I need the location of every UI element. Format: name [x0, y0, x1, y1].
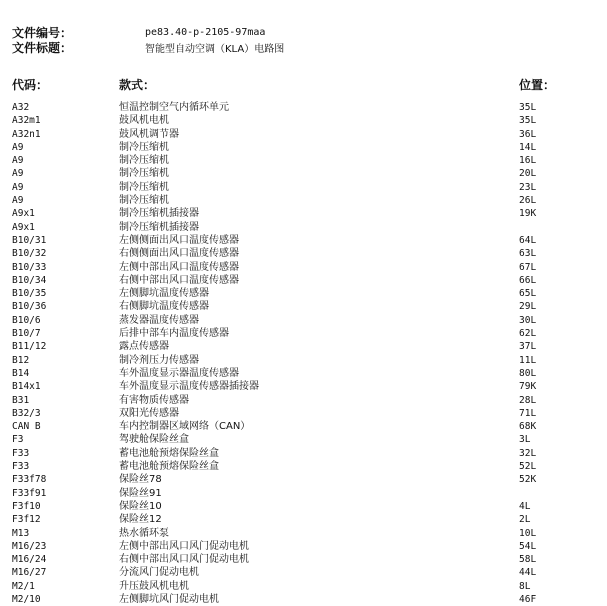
component-name: 制冷剂压力传感器 — [119, 354, 199, 366]
component-name: 鼓风机调节器 — [119, 128, 179, 140]
component-name: 驾驶舱保险丝盒 — [119, 434, 189, 446]
component-code: M2/1 — [12, 580, 35, 592]
component-name: 蓄电池舱预熔保险丝盒 — [119, 447, 219, 459]
list-item — [12, 340, 602, 353]
component-name: 制冷压缩机 — [119, 155, 169, 167]
component-code: B10/31 — [12, 234, 47, 246]
doc-title-row — [12, 40, 602, 55]
component-position: 68K — [519, 421, 537, 433]
component-code: A9x1 — [12, 208, 35, 220]
component-name: 保险丝12 — [119, 514, 162, 526]
component-position: 71L — [519, 407, 537, 419]
component-code: A9 — [12, 155, 24, 167]
component-code: A32 — [12, 102, 30, 113]
component-code: M13 — [12, 527, 30, 539]
component-position: 29L — [519, 301, 537, 313]
component-code: CAN B — [12, 421, 41, 433]
component-position: 36L — [519, 128, 537, 140]
component-code: B10/7 — [12, 328, 41, 340]
component-position: 23L — [519, 181, 537, 193]
component-name: 左侧脚坑风门促动电机 — [119, 593, 219, 605]
component-code: F3f10 — [12, 500, 41, 512]
list-item — [12, 314, 602, 327]
list-item — [12, 380, 602, 393]
component-code: F33 — [12, 461, 30, 473]
component-position: 4L — [519, 500, 531, 512]
component-position: 14L — [519, 141, 537, 153]
component-name: 有害物质传感器 — [119, 394, 189, 406]
component-code: A9 — [12, 168, 24, 180]
component-code: B10/33 — [12, 261, 47, 273]
list-item — [12, 181, 602, 194]
component-position: 46F — [519, 593, 537, 605]
component-position: 62L — [519, 328, 537, 340]
component-name: 制冷压缩机 — [119, 195, 169, 207]
list-item — [12, 141, 602, 154]
component-code: A32n1 — [12, 128, 41, 140]
component-position: 30L — [519, 314, 537, 326]
component-code: B10/6 — [12, 314, 41, 326]
list-item — [12, 207, 602, 220]
component-position: 64L — [519, 234, 537, 246]
list-item — [12, 247, 602, 260]
list-item — [12, 114, 602, 127]
component-position: 3L — [519, 434, 531, 446]
list-item — [12, 540, 602, 553]
list-item — [12, 300, 602, 313]
column-header-position: 位置： — [519, 78, 556, 92]
list-item — [12, 513, 602, 526]
component-position: 35L — [519, 102, 537, 113]
component-name: 左侧中部出风口温度传感器 — [119, 261, 239, 273]
list-item — [12, 433, 602, 446]
component-position: 16L — [519, 155, 537, 167]
list-item — [12, 101, 602, 114]
list-item — [12, 580, 602, 593]
component-position: 28L — [519, 394, 537, 406]
component-code: B14x1 — [12, 381, 41, 393]
component-code: A9 — [12, 141, 24, 153]
component-code: A9 — [12, 195, 24, 207]
doc-number-row — [12, 25, 602, 40]
component-name: 保险丝91 — [119, 487, 162, 499]
list-item — [12, 261, 602, 274]
component-code: B11/12 — [12, 341, 47, 353]
component-position: 65L — [519, 288, 537, 300]
list-item — [12, 487, 602, 500]
list-item — [12, 593, 602, 606]
component-name: 制冷压缩机 — [119, 141, 169, 153]
component-name: 制冷压缩机插接器 — [119, 221, 199, 233]
component-code: M2/10 — [12, 593, 41, 605]
component-position: 26L — [519, 195, 537, 207]
list-item — [12, 234, 602, 247]
component-code: F33f91 — [12, 487, 47, 499]
component-position: 66L — [519, 274, 537, 286]
component-code: F3f12 — [12, 514, 41, 526]
list-item — [12, 367, 602, 380]
column-headers — [12, 76, 602, 91]
component-position: 80L — [519, 367, 537, 379]
component-position: 79K — [519, 381, 537, 393]
component-code: F3 — [12, 434, 24, 446]
component-position: 10L — [519, 527, 537, 539]
list-item — [12, 420, 602, 433]
list-item — [12, 287, 602, 300]
component-code: M16/27 — [12, 567, 47, 579]
component-name: 左侧侧面出风口温度传感器 — [119, 234, 239, 246]
list-item — [12, 500, 602, 513]
list-item — [12, 128, 602, 141]
component-name: 右侧中部出风口温度传感器 — [119, 274, 239, 286]
component-position: 58L — [519, 554, 537, 566]
component-position: 11L — [519, 354, 537, 366]
component-name: 右侧脚坑温度传感器 — [119, 301, 209, 313]
column-header-code: 代码： — [12, 78, 49, 92]
document-header — [12, 25, 602, 55]
component-name: 右侧侧面出风口温度传感器 — [119, 248, 239, 260]
component-name: 制冷压缩机 — [119, 181, 169, 193]
component-code: B10/34 — [12, 274, 47, 286]
list-item — [12, 553, 602, 566]
component-name: 升压鼓风机电机 — [119, 580, 189, 592]
component-code: M16/23 — [12, 540, 47, 552]
component-position: 19K — [519, 208, 537, 220]
component-code: A9x1 — [12, 221, 35, 233]
list-item — [12, 473, 602, 486]
component-code: B31 — [12, 394, 30, 406]
list-item — [12, 221, 602, 234]
component-name: 保险丝78 — [119, 474, 162, 486]
component-position: 8L — [519, 580, 531, 592]
component-position: 67L — [519, 261, 537, 273]
component-name: 分流风门促动电机 — [119, 567, 199, 579]
component-name: 车内控制器区域网络（CAN） — [119, 421, 251, 433]
component-name: 车外温度显示器温度传感器 — [119, 367, 239, 379]
list-item — [12, 274, 602, 287]
component-name: 制冷压缩机 — [119, 168, 169, 180]
component-position: 63L — [519, 248, 537, 260]
component-position: 44L — [519, 567, 537, 579]
component-code: B10/36 — [12, 301, 47, 313]
component-name: 保险丝10 — [119, 500, 162, 512]
doc-title-label: 文件标题： — [12, 41, 73, 55]
component-name: 蒸发器温度传感器 — [119, 314, 199, 326]
component-position: 37L — [519, 341, 537, 353]
component-position: 52L — [519, 461, 537, 473]
component-name: 热水循环泵 — [119, 527, 169, 539]
list-item — [12, 167, 602, 180]
component-code: F33f78 — [12, 474, 47, 486]
list-item — [12, 566, 602, 579]
component-code: M16/24 — [12, 554, 47, 566]
component-name: 恒温控制空气内循环单元 — [119, 102, 229, 113]
component-code: A9 — [12, 181, 24, 193]
list-item — [12, 354, 602, 367]
component-name: 双阳光传感器 — [119, 407, 179, 419]
doc-number-value: pe83.40-p-2105-97maa — [145, 27, 266, 38]
list-item — [12, 527, 602, 540]
component-name: 左侧中部出风口风门促动电机 — [119, 540, 249, 552]
component-code: B10/35 — [12, 288, 47, 300]
component-position: 20L — [519, 168, 537, 180]
component-position: 52K — [519, 474, 537, 486]
component-list — [12, 101, 602, 606]
component-code: B12 — [12, 354, 30, 366]
component-position: 32L — [519, 447, 537, 459]
component-code: B32/3 — [12, 407, 41, 419]
doc-number-label: 文件编号： — [12, 26, 73, 40]
component-code: B10/32 — [12, 248, 47, 260]
component-position: 2L — [519, 514, 531, 526]
component-name: 车外温度显示温度传感器插接器 — [119, 381, 259, 393]
component-position: 54L — [519, 540, 537, 552]
component-code: B14 — [12, 367, 30, 379]
component-name: 右侧中部出风口风门促动电机 — [119, 554, 249, 566]
list-item — [12, 154, 602, 167]
list-item — [12, 327, 602, 340]
doc-title-value: 智能型自动空调（KLA）电路图 — [145, 44, 285, 55]
component-name: 左侧脚坑温度传感器 — [119, 288, 209, 300]
list-item — [12, 194, 602, 207]
component-name: 鼓风机电机 — [119, 115, 169, 127]
component-name: 制冷压缩机插接器 — [119, 208, 199, 220]
component-name: 露点传感器 — [119, 341, 169, 353]
component-name: 后排中部车内温度传感器 — [119, 328, 229, 340]
list-item — [12, 407, 602, 420]
list-item — [12, 447, 602, 460]
component-code: A32m1 — [12, 115, 41, 127]
component-name: 蓄电池舱预熔保险丝盒 — [119, 461, 219, 473]
list-item — [12, 460, 602, 473]
component-position: 35L — [519, 115, 537, 127]
column-header-name: 款式： — [119, 78, 156, 92]
component-code: F33 — [12, 447, 30, 459]
list-item — [12, 394, 602, 407]
